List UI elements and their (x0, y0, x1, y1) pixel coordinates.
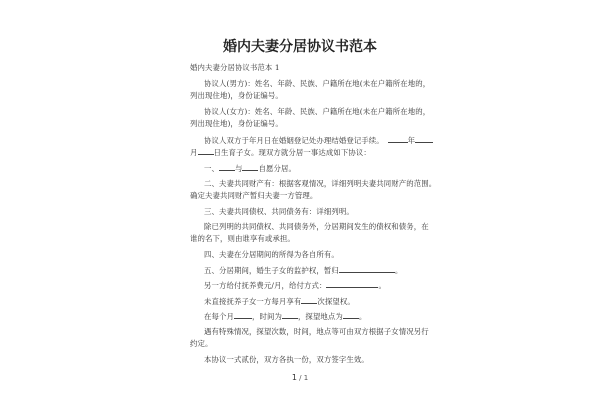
item-two-line1: 二、夫妻共同财产有：根据客观情况，详细列明夫妻共同财产的范围。 (204, 179, 437, 188)
item-five (204, 265, 402, 275)
day-blank[interactable] (198, 147, 214, 155)
visitation-text: 未直接抚养子女一方每月享有 (204, 297, 302, 306)
page-total: / 1 (299, 374, 309, 382)
visitation-end: 次探望权。 (317, 297, 355, 306)
item-five-end: 。 (394, 266, 403, 275)
payment-method-blank[interactable] (326, 280, 378, 288)
marriage-text: 协议人双方于年月日在婚姻登记处办理结婚登记手续。 (204, 136, 384, 145)
item-support (204, 280, 386, 290)
schedule-place-blank[interactable] (343, 311, 359, 319)
year-blank[interactable] (388, 135, 408, 143)
item-copies: 本协议一式贰份，双方各执一份，双方签字生效。 (204, 355, 369, 364)
page-number (0, 373, 600, 382)
paragraph-male-line1: 协议人(男方)：姓名、年龄、民族、户籍所在地(未在户籍所在地的， (204, 79, 431, 88)
schedule-place: ，探望地点为 (297, 312, 343, 321)
party-b-blank[interactable] (242, 163, 258, 171)
item-one-label: 一、 (204, 164, 219, 173)
schedule-day-blank[interactable] (234, 311, 252, 319)
page-current: 1 (291, 373, 297, 382)
month-blank[interactable] (415, 135, 433, 143)
item-one (204, 163, 296, 173)
party-a-blank[interactable] (219, 163, 235, 171)
item-special-line2: 约定。 (190, 339, 213, 348)
paragraph-marriage-line2 (190, 147, 371, 157)
schedule-time: ，时间为 (251, 312, 282, 321)
item-visit-schedule (204, 311, 366, 321)
item-visitation (204, 296, 355, 306)
document-title: 婚内夫妻分居协议书范本 (223, 39, 377, 55)
item-two-line2: 确定夫妻共同财产暂归夫妻一方管理。 (190, 191, 318, 200)
paragraph-marriage-line1 (204, 135, 433, 145)
item-five-text: 五、分居期间，婚生子女的监护权，暂归 (204, 266, 339, 275)
item-three-b-line1: 除已列明的共同债权、共同债务外，分居期间发生的债权和债务，在 (204, 222, 429, 231)
item-one-text: 自愿分居。 (258, 164, 296, 173)
support-end: 。 (378, 281, 386, 290)
children-text: 日生育子女。现双方就分居一事达成如下协议： (213, 148, 371, 157)
paragraph-male-line2: 列出现住地)，身份证编号。 (190, 91, 283, 100)
month-label: 月 (190, 148, 198, 157)
support-text: 另一方给付抚养费元/月，给付方式： (204, 281, 327, 290)
paragraph-female-line2: 列出现住地)，身份证编号。 (190, 119, 283, 128)
custody-blank[interactable] (339, 265, 395, 273)
item-four: 四、夫妻在分居期间的所得为各自所有。 (204, 250, 339, 259)
item-special-line1: 遇有特殊情况，探望次数，时间，地点等可由双方根据子女情况另行 (204, 327, 429, 336)
year-label: 年 (407, 136, 416, 145)
item-three: 三、夫妻共同债权、共同债务有：详细列明。 (204, 207, 354, 216)
schedule-end: 。 (358, 312, 367, 321)
schedule-month: 在每个月 (204, 312, 234, 321)
schedule-time-blank[interactable] (282, 311, 298, 319)
subtitle: 婚内夫妻分居协议书范本 1 (190, 63, 280, 72)
item-one-and: 与 (234, 164, 243, 173)
paragraph-female-line1: 协议人(女方)：姓名、年龄、民族、户籍所在地(未在户籍所在地的， (204, 107, 431, 116)
visit-count-blank[interactable] (301, 296, 317, 304)
item-three-b-line2: 谁的名下，则由谁享有或承担。 (190, 234, 295, 243)
